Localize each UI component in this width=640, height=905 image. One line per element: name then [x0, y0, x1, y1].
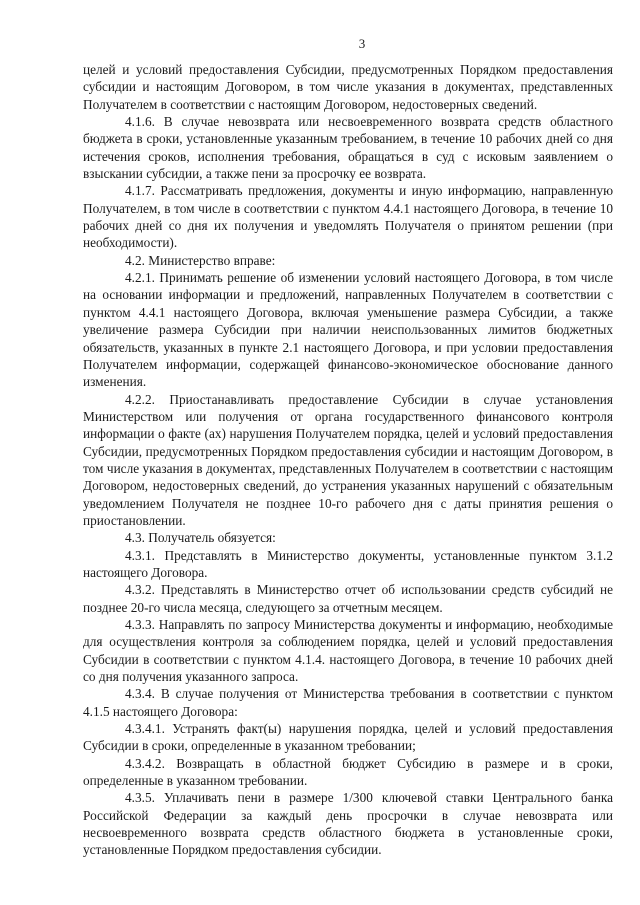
paragraph-4-3-2: 4.3.2. Представлять в Министерство отчет об использовании средств субсидий не позднее 20-го числа месяца, следующего за отчетным месяцем. [83, 582, 613, 615]
paragraph-4-1-6: 4.1.6. В случае невозврата или несвоевременного возврата средств областного бюджета в сроки, установленные указанным требованием, в течение 10 рабочих дней со дня истечения сроков, исполнения требования, обращаться в суд с исковым заявлением о взыскании субсидии, а также пени за просрочку ее возврата. [83, 114, 613, 182]
paragraph-4-1-7: 4.1.7. Рассматривать предложения, документы и иную информацию, направленную Получателем, в том числе в соответствии с пунктом 4.4.1 настоящего Договора, в течение 10 рабочих дней со дня их получения и уведомлять Получателя о принятом решении (при необходимости). [83, 183, 613, 251]
paragraph-4-3-4-2: 4.3.4.2. Возвращать в областной бюджет Субсидию в размере и в сроки, определенные в указанном требовании. [83, 755, 613, 789]
paragraph-4-3-1: 4.3.1. Представлять в Министерство документы, установленные пунктом 3.1.2 настоящего Договора. [83, 547, 613, 580]
paragraph-continuation: целей и условий предоставления Субсидии, предусмотренных Порядком предоставления субсидии и настоящим Договором, в том числе указания в документах, представленных Получателем в соответствии с настоящим Договором, недостоверных сведений. [83, 62, 613, 112]
paragraph-4-3-4-1: 4.3.4.1. Устранять факт(ы) нарушения порядка, целей и условий предоставления Субсидии в сроки, определенные в указанном требовании; [83, 721, 613, 754]
paragraph-4-3-3: 4.3.3. Направлять по запросу Министерства документы и информацию, необходимые для осуществления контроля за соблюдением порядка, целей и условий предоставления Субсидии в соответствии с пунктом 4.1.4. настоящего Договора, в течение 10 рабочих дней со дня получения указанного запроса. [83, 617, 613, 685]
paragraph-4-2-1: 4.2.1. Принимать решение об изменении условий настоящего Договора, в том числе на основании информации и предложений, направленных Получателем в соответствии с пунктом 4.4.1 настоящего Договора, включая уменьшение размера Субсидии, а также увеличение размера Субсидии при наличии неиспользованных лимитов бюджетных обязательств, указанных в пункте 2.1 настоящего Договора, и при условии предоставления Получателем информации, содержащей финансово-экономическое обоснование данного изменения. [83, 270, 613, 390]
paragraph-4-2-2: 4.2.2. Приостанавливать предоставление Субсидии в случае установления Министерством или получения от органа государственного финансового контроля информации о факте (ах) нарушения Получателем порядка, целей и условий предоставления Субсидии, предусмотренных Порядком предоставления субсидии и настоящим Договором, в том числе указания в документах, представленных Получателем в соответствии с настоящим Договором, недостоверных сведений, до устранения указанных нарушений с обязательным уведомлением Получателя не позднее 10-го рабочего дня с даты принятия решения о приостановлении. [83, 391, 613, 528]
paragraph-4-3-4: 4.3.4. В случае получения от Министерства требования в соответствии с пунктом 4.1.5 настоящего Договора: [83, 686, 613, 719]
page-number: 3 [358, 36, 366, 51]
paragraph-4-3: 4.3. Получатель обязуется: [125, 530, 276, 546]
paragraph-4-3-5: 4.3.5. Уплачивать пени в размере 1/300 ключевой ставки Центрального банка Российской Федерации за каждый день просрочки в случае невозврата или несвоевременного возврата средств областного бюджета в установленные сроки, установленные Порядком предоставления субсидии. [83, 790, 613, 858]
paragraph-4-2: 4.2. Министерство вправе: [125, 252, 276, 268]
